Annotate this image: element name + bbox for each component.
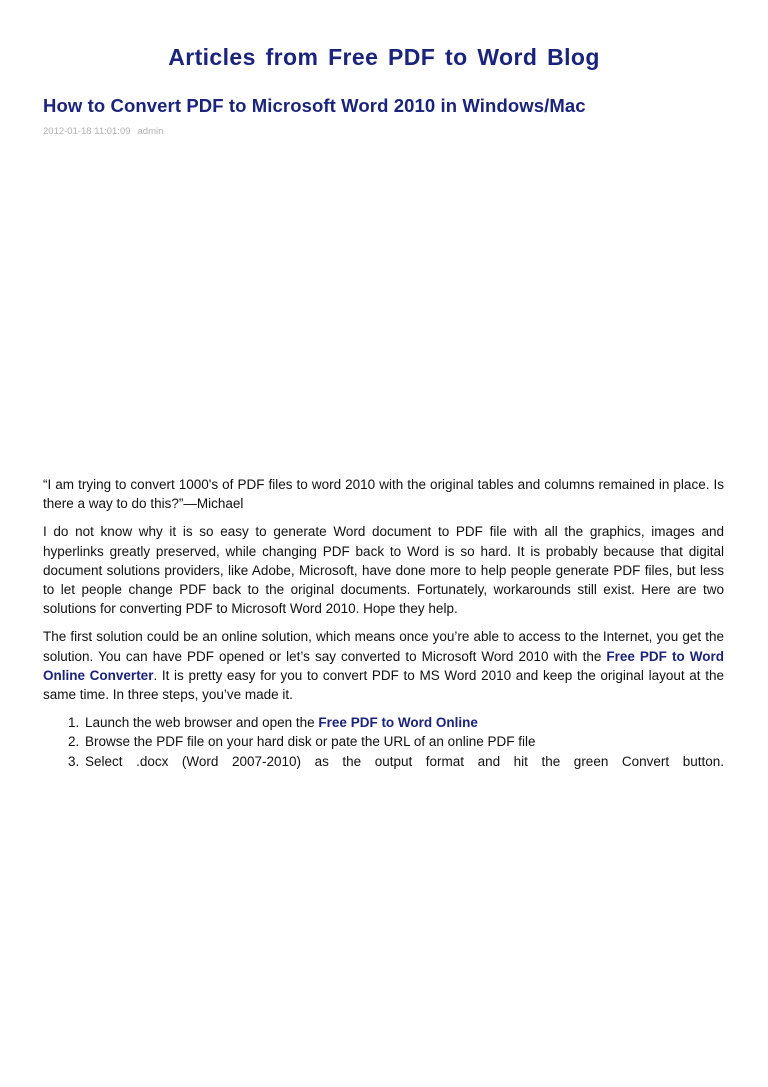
blog-title: Articles from Free PDF to Word Blog <box>168 44 600 70</box>
step-3-text: Select .docx (Word 2007-2010) as the output format and hit the green Convert button. <box>85 753 724 769</box>
list-item <box>83 732 724 751</box>
online-tool-link[interactable]: Free PDF to Word Online <box>318 715 478 731</box>
step-2-text: Browse the PDF file on your hard disk or pate the URL of an online PDF file <box>85 734 536 750</box>
steps-list <box>43 713 724 771</box>
online-converter-link[interactable]: Free PDF to Word Online Converter <box>43 648 724 683</box>
quote-paragraph: “I am trying to convert 1000's of PDF files to word 2010 with the original tables and columns remained in place. Is there a way to do this?”—Michael <box>43 477 724 512</box>
intro-paragraph: I do not know why it is so easy to generate Word document to PDF file with all the graphics, images and hyperlinks greatly preserved, while changing PDF back to Word is so hard. It is probably because that digital document solutions providers, like Adobe, Microsoft, have done more to help people generate PDF files, but less to let people change PDF back to the original documents. Fortunately, workarounds still exist. Here are two solutions for converting PDF to Microsoft Word 2010. Hope they help. <box>43 524 724 617</box>
step-1-text: Launch the web browser and open the <box>85 715 319 731</box>
list-item <box>83 752 724 771</box>
solution-text-after: . It is pretty easy for you to convert PDF to MS Word 2010 and keep the original layout at the same time. In three steps, you’ve made it. <box>43 667 724 703</box>
list-item <box>83 713 724 732</box>
article-meta <box>43 126 163 137</box>
article-body <box>43 475 724 771</box>
article-author[interactable]: admin <box>137 126 164 137</box>
article-title[interactable]: How to Convert PDF to Microsoft Word 2010 in Windows/Mac <box>43 95 586 116</box>
solution-paragraph <box>43 627 724 704</box>
solution-text-before: The first solution could be an online solution, which means once you’re able to access to the Internet, you get the solution. You can have PDF opened or let’s say converted to Microsoft Word 2010 with the <box>43 629 724 664</box>
article-date: 2012-01-18 11:01:09 <box>43 126 131 137</box>
